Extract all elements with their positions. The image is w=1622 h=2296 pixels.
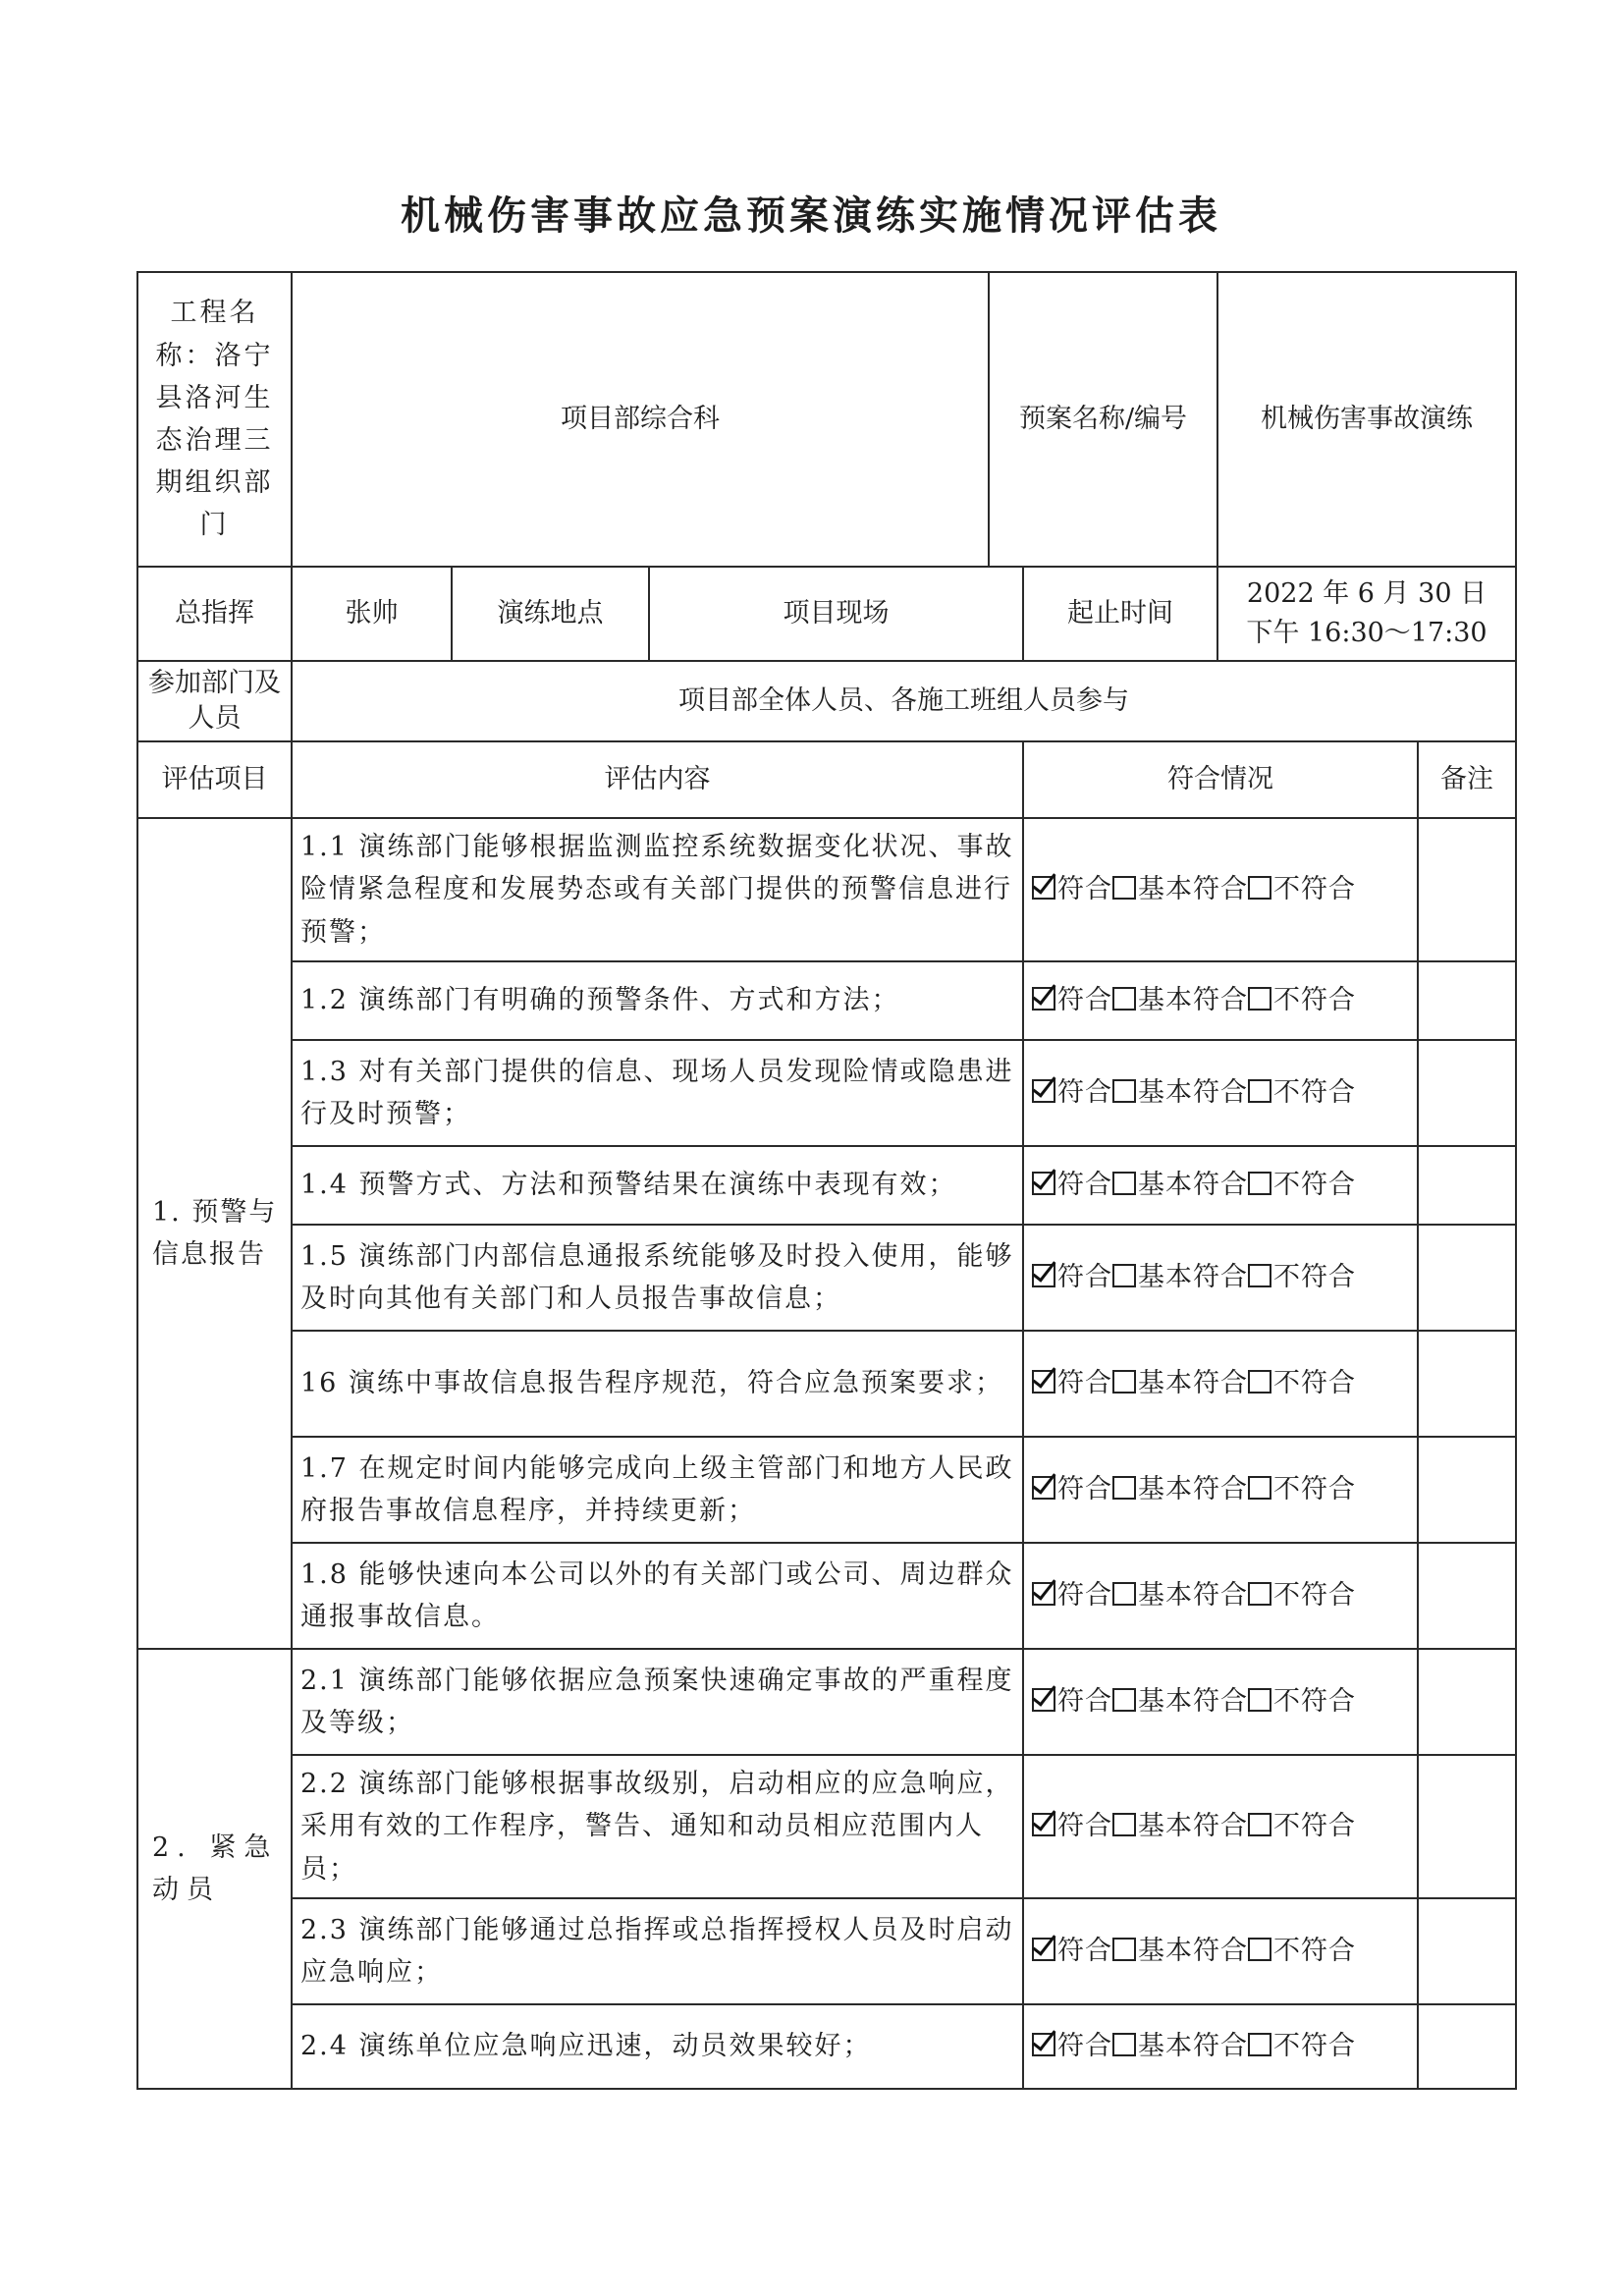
checkbox-fails[interactable] <box>1248 1813 1271 1836</box>
col-item-header: 评估项目 <box>137 741 292 818</box>
checkbox-meets[interactable] <box>1032 1476 1055 1500</box>
criterion-content: 2.2 演练部门能够根据事故级别，启动相应的应急响应，采用有效的工作程序，警告、通知和动员相应范围内人员； <box>292 1755 1023 1898</box>
compliance-status <box>1023 1331 1418 1437</box>
status-label-basic: 基本符合 <box>1138 1474 1248 1505</box>
col-content-header: 评估内容 <box>292 741 1023 818</box>
compliance-status <box>1023 1225 1418 1331</box>
checkbox-fails[interactable] <box>1248 876 1271 900</box>
note-cell <box>1418 818 1516 961</box>
status-label-meets: 符合 <box>1057 1077 1112 1109</box>
compliance-status <box>1023 1543 1418 1649</box>
checkbox-fails[interactable] <box>1248 1079 1271 1103</box>
status-label-fails: 不符合 <box>1273 1686 1356 1718</box>
criterion-content: 1.5 演练部门内部信息通报系统能够及时投入使用，能够及时向其他有关部门和人员报告事故信息； <box>292 1225 1023 1331</box>
checkbox-basic[interactable] <box>1112 2033 1136 2056</box>
status-label-meets: 符合 <box>1057 1686 1112 1718</box>
status-label-basic: 基本符合 <box>1138 1580 1248 1612</box>
status-label-meets: 符合 <box>1057 1936 1112 1967</box>
page-title: 机械伤害事故应急预案演练实施情况评估表 <box>401 192 1221 239</box>
table-row <box>137 1040 1516 1146</box>
status-label-fails: 不符合 <box>1273 1368 1356 1399</box>
criterion-content: 1.8 能够快速向本公司以外的有关部门或公司、周边群众通报事故信息。 <box>292 1543 1023 1649</box>
status-label-basic: 基本符合 <box>1138 2031 1248 2062</box>
compliance-status <box>1023 1040 1418 1146</box>
checkbox-basic[interactable] <box>1112 1938 1136 1961</box>
status-label-basic: 基本符合 <box>1138 1262 1248 1293</box>
compliance-status <box>1023 818 1418 961</box>
checkbox-basic[interactable] <box>1112 987 1136 1011</box>
checkbox-fails[interactable] <box>1248 1476 1271 1500</box>
status-label-fails: 不符合 <box>1273 1936 1356 1967</box>
checkbox-basic[interactable] <box>1112 1582 1136 1606</box>
checkbox-basic[interactable] <box>1112 1079 1136 1103</box>
time-date: 2022 年 6 月 30 日 <box>1246 577 1487 609</box>
note-cell <box>1418 1543 1516 1649</box>
checkbox-meets[interactable] <box>1032 987 1055 1011</box>
participants-value: 项目部全体人员、各施工班组人员参与 <box>292 661 1516 741</box>
status-label-basic: 基本符合 <box>1138 1686 1248 1718</box>
checkbox-meets[interactable] <box>1032 876 1055 900</box>
status-label-fails: 不符合 <box>1273 1580 1356 1612</box>
checkbox-fails[interactable] <box>1248 1172 1271 1195</box>
column-header-row <box>137 741 1516 818</box>
compliance-status <box>1023 961 1418 1040</box>
table-row <box>137 818 1516 961</box>
table-row <box>137 1331 1516 1437</box>
criterion-content: 1.1 演练部门能够根据监测监控系统数据变化状况、事故险情紧急程度和发展势态或有关部门提供的预警信息进行预警； <box>292 818 1023 961</box>
commander-label: 总指挥 <box>137 567 292 661</box>
org-value: 项目部综合科 <box>292 272 989 567</box>
time-value <box>1217 567 1516 661</box>
status-label-basic: 基本符合 <box>1138 1368 1248 1399</box>
note-cell <box>1418 1331 1516 1437</box>
evaluation-table <box>136 271 1517 2090</box>
header-row-project <box>137 272 1516 567</box>
checkbox-meets[interactable] <box>1032 1813 1055 1836</box>
checkbox-meets[interactable] <box>1032 1370 1055 1394</box>
compliance-status <box>1023 2004 1418 2089</box>
status-label-fails: 不符合 <box>1273 1474 1356 1505</box>
status-label-basic: 基本符合 <box>1138 1077 1248 1109</box>
table-row <box>137 1146 1516 1225</box>
section-label: 1. 预警与信息报告 <box>137 818 292 1649</box>
status-label-fails: 不符合 <box>1273 1262 1356 1293</box>
criterion-content: 2.3 演练部门能够通过总指挥或总指挥授权人员及时启动应急响应； <box>292 1898 1023 2004</box>
checkbox-basic[interactable] <box>1112 1813 1136 1836</box>
checkbox-fails[interactable] <box>1248 1938 1271 1961</box>
table-row <box>137 1437 1516 1543</box>
table-row <box>137 961 1516 1040</box>
table-row <box>137 2004 1516 2089</box>
header-row-participants <box>137 661 1516 741</box>
table-row <box>137 1898 1516 2004</box>
status-label-meets: 符合 <box>1057 1262 1112 1293</box>
checkbox-meets[interactable] <box>1032 2033 1055 2056</box>
checkbox-fails[interactable] <box>1248 1264 1271 1287</box>
checkbox-fails[interactable] <box>1248 987 1271 1011</box>
status-label-basic: 基本符合 <box>1138 874 1248 905</box>
header-row-commander <box>137 567 1516 661</box>
compliance-status <box>1023 1437 1418 1543</box>
checkbox-meets[interactable] <box>1032 1172 1055 1195</box>
time-range: 下午 16:30～17:30 <box>1246 618 1487 648</box>
status-label-meets: 符合 <box>1057 1368 1112 1399</box>
status-label-meets: 符合 <box>1057 874 1112 905</box>
status-label-basic: 基本符合 <box>1138 985 1248 1016</box>
criterion-content: 2.1 演练部门能够依据应急预案快速确定事故的严重程度及等级； <box>292 1649 1023 1755</box>
criterion-content: 16 演练中事故信息报告程序规范，符合应急预案要求； <box>292 1331 1023 1437</box>
table-row <box>137 1543 1516 1649</box>
checkbox-meets[interactable] <box>1032 1264 1055 1287</box>
checkbox-meets[interactable] <box>1032 1079 1055 1103</box>
checkbox-fails[interactable] <box>1248 2033 1271 2056</box>
note-cell <box>1418 2004 1516 2089</box>
checkbox-basic[interactable] <box>1112 1172 1136 1195</box>
checkbox-fails[interactable] <box>1248 1582 1271 1606</box>
status-label-fails: 不符合 <box>1273 985 1356 1016</box>
status-label-meets: 符合 <box>1057 985 1112 1016</box>
plan-label: 预案名称/编号 <box>989 272 1217 567</box>
status-label-meets: 符合 <box>1057 1170 1112 1201</box>
criterion-content: 1.3 对有关部门提供的信息、现场人员发现险情或隐患进行及时预警； <box>292 1040 1023 1146</box>
status-label-fails: 不符合 <box>1273 1811 1356 1842</box>
checkbox-fails[interactable] <box>1248 1370 1271 1394</box>
status-label-fails: 不符合 <box>1273 1077 1356 1109</box>
table-row <box>137 1225 1516 1331</box>
checkbox-basic[interactable] <box>1112 1476 1136 1500</box>
status-label-meets: 符合 <box>1057 2031 1112 2062</box>
note-cell <box>1418 1755 1516 1898</box>
note-cell <box>1418 1649 1516 1755</box>
note-cell <box>1418 1040 1516 1146</box>
table-row <box>137 1755 1516 1898</box>
checkbox-basic[interactable] <box>1112 1264 1136 1287</box>
status-label-basic: 基本符合 <box>1138 1936 1248 1967</box>
status-label-fails: 不符合 <box>1273 1170 1356 1201</box>
table-row <box>137 1649 1516 1755</box>
status-label-fails: 不符合 <box>1273 2031 1356 2062</box>
compliance-status <box>1023 1649 1418 1755</box>
compliance-status <box>1023 1146 1418 1225</box>
col-status-header: 符合情况 <box>1023 741 1418 818</box>
location-value: 项目现场 <box>649 567 1023 661</box>
note-cell <box>1418 961 1516 1040</box>
checkbox-meets[interactable] <box>1032 1938 1055 1961</box>
status-label-basic: 基本符合 <box>1138 1811 1248 1842</box>
criterion-content: 1.4 预警方式、方法和预警结果在演练中表现有效； <box>292 1146 1023 1225</box>
status-label-fails: 不符合 <box>1273 874 1356 905</box>
section-label: 2. 紧急动员 <box>137 1649 292 2089</box>
criterion-content: 1.2 演练部门有明确的预警条件、方式和方法； <box>292 961 1023 1040</box>
checkbox-fails[interactable] <box>1248 1688 1271 1712</box>
note-cell <box>1418 1437 1516 1543</box>
participants-label: 参加部门及人员 <box>137 661 292 741</box>
note-cell <box>1418 1146 1516 1225</box>
compliance-status <box>1023 1755 1418 1898</box>
col-note-header: 备注 <box>1418 741 1516 818</box>
status-label-meets: 符合 <box>1057 1580 1112 1612</box>
criterion-content: 2.4 演练单位应急响应迅速，动员效果较好； <box>292 2004 1023 2089</box>
project-label: 工程名称：洛宁县洛河生态治理三期组织部门 <box>137 272 292 567</box>
time-label: 起止时间 <box>1023 567 1217 661</box>
status-label-basic: 基本符合 <box>1138 1170 1248 1201</box>
commander-value: 张帅 <box>292 567 452 661</box>
plan-value: 机械伤害事故演练 <box>1217 272 1516 567</box>
location-label: 演练地点 <box>452 567 649 661</box>
checkbox-basic[interactable] <box>1112 1688 1136 1712</box>
checkbox-basic[interactable] <box>1112 876 1136 900</box>
checkbox-meets[interactable] <box>1032 1582 1055 1606</box>
note-cell <box>1418 1225 1516 1331</box>
status-label-meets: 符合 <box>1057 1474 1112 1505</box>
compliance-status <box>1023 1898 1418 2004</box>
note-cell <box>1418 1898 1516 2004</box>
status-label-meets: 符合 <box>1057 1811 1112 1842</box>
checkbox-meets[interactable] <box>1032 1688 1055 1712</box>
checkbox-basic[interactable] <box>1112 1370 1136 1394</box>
criterion-content: 1.7 在规定时间内能够完成向上级主管部门和地方人民政府报告事故信息程序，并持续更新； <box>292 1437 1023 1543</box>
